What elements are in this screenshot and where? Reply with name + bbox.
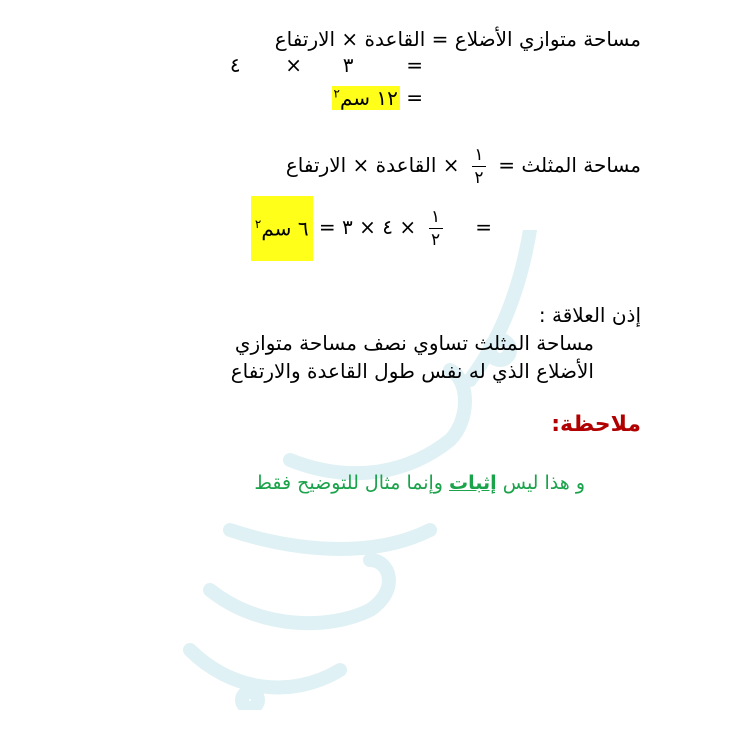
conclusion-line-2: الأضلاع الذي له نفس طول القاعدة والارتفاع bbox=[230, 359, 594, 383]
note-title: ملاحظة: bbox=[551, 412, 641, 437]
times-sign: × bbox=[285, 53, 303, 77]
value-four: ٤ bbox=[229, 53, 241, 77]
equals-sign: = bbox=[406, 53, 423, 77]
note-emphasis: إثبات bbox=[449, 472, 497, 494]
conclusion-heading: إذن العلاقة : bbox=[538, 303, 641, 327]
value-three: ٣ bbox=[342, 53, 354, 77]
triangle-formula: مساحة المثلث = $\frac{١}{٢}$ × القاعدة × الارتفاع bbox=[285, 145, 641, 188]
parallelogram-formula: مساحة متوازي الأضلاع = القاعدة × الارتفاع bbox=[274, 27, 641, 51]
triangle-calc: = $\frac{١}{٢}$ × ٤ × ٣ = ٦ سم$^٢$ bbox=[251, 196, 492, 261]
triangle-result: ٦ سم$^٢$ bbox=[251, 196, 313, 261]
fraction-half: $\frac{١}{٢}$ bbox=[472, 146, 486, 187]
fraction-half-2: $\frac{١}{٢}$ bbox=[429, 208, 443, 249]
parallelogram-result: ١٢ سم$^٢$ bbox=[333, 85, 398, 110]
conclusion-line-1: مساحة المثلث تساوي نصف مساحة متوازي bbox=[234, 331, 594, 355]
note-text: و هذا ليس إثبات وإنما مثال للتوضيح فقط bbox=[254, 472, 585, 494]
parallelogram-values bbox=[230, 52, 423, 78]
parallelogram-result-line: = ١٢ سم$^٢$ bbox=[333, 85, 423, 110]
